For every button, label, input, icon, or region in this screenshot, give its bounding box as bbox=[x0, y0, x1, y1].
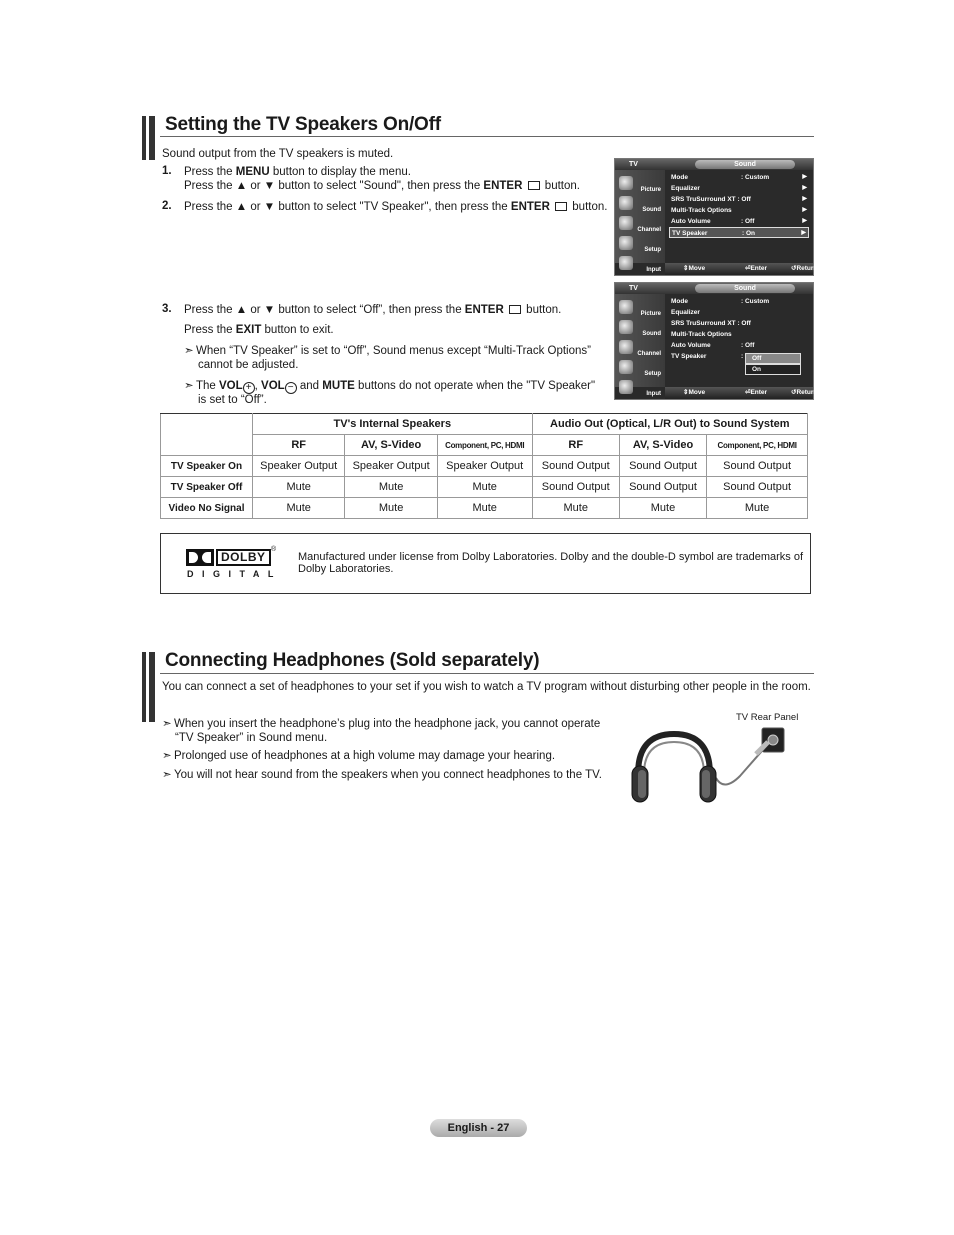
text: Enter bbox=[750, 389, 768, 396]
menu-sidebar bbox=[615, 170, 665, 273]
step-number: 1. bbox=[162, 165, 172, 177]
table-cell: Mute bbox=[532, 498, 619, 519]
text: Move bbox=[688, 389, 706, 396]
note-2 bbox=[184, 379, 595, 393]
sidebar-label: Picture bbox=[640, 187, 661, 193]
arrow-right-icon: ▶ bbox=[802, 196, 807, 202]
table-cell: Sound Output bbox=[707, 477, 808, 498]
tv-menu-screen-2 bbox=[614, 282, 818, 400]
menu-row bbox=[669, 340, 809, 351]
table-cell: Mute bbox=[619, 498, 706, 519]
sidebar-item-sound bbox=[617, 194, 663, 214]
table-row bbox=[161, 477, 808, 498]
tv-menu-screen-1 bbox=[614, 158, 818, 276]
sidebar-item-setup bbox=[617, 358, 663, 378]
speaker-output-table bbox=[160, 413, 808, 519]
text: button. bbox=[522, 304, 562, 316]
text: Return bbox=[796, 389, 818, 396]
row-value: : Custom bbox=[741, 174, 770, 181]
column-header: RF bbox=[253, 435, 345, 456]
note-1 bbox=[184, 344, 591, 358]
channel-icon bbox=[619, 216, 633, 230]
sound-icon bbox=[619, 196, 633, 210]
sidebar-item-sound bbox=[617, 318, 663, 338]
text: Press the bbox=[184, 324, 236, 336]
row-key: Equalizer bbox=[671, 185, 700, 192]
mute-key-label: MUTE bbox=[322, 380, 355, 392]
section-title-headphones: Connecting Headphones (Sold separately) bbox=[165, 650, 540, 671]
table-cell: Sound Output bbox=[619, 456, 706, 477]
table-cell: Mute bbox=[345, 498, 437, 519]
registered-mark: ® bbox=[271, 546, 277, 553]
input-icon bbox=[619, 256, 633, 270]
menu-row bbox=[669, 329, 809, 340]
sidebar-label: Sound bbox=[642, 207, 661, 213]
table-cell: Mute bbox=[345, 477, 437, 498]
text: button to display the menu. bbox=[269, 166, 411, 178]
input-icon bbox=[619, 380, 633, 394]
note-arrow-icon: ➣ bbox=[162, 750, 172, 762]
sidebar-label: Input bbox=[646, 267, 661, 273]
headphone-intro: You can connect a set of headphones to your set if you wish to watch a TV program without disturbing other people in the room. bbox=[162, 681, 811, 693]
table-cell: Speaker Output bbox=[345, 456, 437, 477]
arrow-right-icon: ▶ bbox=[801, 230, 806, 236]
group-header-audio-out: Audio Out (Optical, L/R Out) to Sound System bbox=[532, 414, 807, 435]
sidebar-item-channel bbox=[617, 214, 663, 234]
menu-key-label: MENU bbox=[235, 166, 270, 178]
sidebar-label: Sound bbox=[642, 331, 661, 337]
table-cell: Sound Output bbox=[532, 456, 619, 477]
row-key: Multi-Track Options bbox=[671, 331, 732, 338]
text: When “TV Speaker” is set to “Off”, Sound menus except “Multi-Track Options” bbox=[196, 345, 591, 357]
menu-list bbox=[669, 172, 809, 238]
enter-icon bbox=[528, 181, 540, 190]
row-key: Auto Volume bbox=[671, 342, 711, 349]
exit-key-label: EXIT bbox=[235, 324, 262, 336]
arrow-right-icon: ▶ bbox=[802, 174, 807, 180]
row-value: : Off bbox=[741, 218, 755, 225]
text: Enter bbox=[750, 265, 768, 272]
menu-row bbox=[669, 172, 809, 183]
dolby-notice-box bbox=[160, 533, 811, 594]
move-hint: ⇕ Move bbox=[683, 387, 688, 399]
note-2-cont: is set to “Off”. bbox=[198, 394, 267, 406]
menu-row bbox=[669, 318, 809, 329]
channel-icon bbox=[619, 340, 633, 354]
headphone-note-2 bbox=[162, 749, 555, 763]
section-marker-bar bbox=[149, 116, 155, 160]
double-d-icon bbox=[186, 549, 214, 566]
note-arrow-icon: ➣ bbox=[162, 718, 172, 730]
section-marker-bar bbox=[142, 116, 146, 160]
picture-icon bbox=[619, 300, 633, 314]
row-key: Equalizer bbox=[671, 309, 700, 316]
sidebar-label: Channel bbox=[637, 351, 661, 357]
column-header: AV, S-Video bbox=[619, 435, 706, 456]
row-key: Multi-Track Options bbox=[671, 207, 732, 214]
sidebar-item-channel bbox=[617, 338, 663, 358]
title-rule bbox=[160, 673, 814, 674]
sidebar-label: Channel bbox=[637, 227, 661, 233]
text: Press the ▲ or ▼ button to select "Sound", then press the bbox=[184, 180, 484, 192]
group-header-internal: TV's Internal Speakers bbox=[253, 414, 533, 435]
setup-icon bbox=[619, 360, 633, 374]
menu-sidebar bbox=[615, 294, 665, 397]
table-row bbox=[161, 456, 808, 477]
table-cell: Mute bbox=[253, 477, 345, 498]
text: Press the ▲ or ▼ button to select "TV Speaker", then press the bbox=[184, 201, 511, 213]
row-key: TV Speaker bbox=[672, 230, 708, 237]
text: button. bbox=[541, 180, 580, 192]
exit-text bbox=[184, 323, 334, 337]
sidebar-item-input bbox=[617, 378, 663, 398]
dolby-wordmark: DOLBY bbox=[216, 549, 271, 566]
menu-row bbox=[669, 307, 809, 318]
table-row bbox=[161, 498, 808, 519]
table-cell: Mute bbox=[437, 498, 532, 519]
option-on: On bbox=[745, 364, 801, 375]
sidebar-item-picture bbox=[617, 174, 663, 194]
menu-row bbox=[669, 205, 809, 216]
arrow-right-icon: ▶ bbox=[802, 218, 807, 224]
text: The bbox=[196, 380, 220, 392]
arrow-right-icon: ▶ bbox=[802, 185, 807, 191]
menu-header bbox=[615, 159, 813, 170]
left-earcup-pad bbox=[638, 770, 646, 798]
text: , bbox=[254, 380, 262, 392]
column-header: Component, PC, HDMI bbox=[437, 435, 532, 456]
sidebar-label: Setup bbox=[644, 371, 661, 377]
table-cell: Mute bbox=[437, 477, 532, 498]
menu-row bbox=[669, 194, 809, 205]
table-cell: Speaker Output bbox=[437, 456, 532, 477]
section-marker-bar bbox=[149, 652, 155, 722]
step-number: 3. bbox=[162, 303, 172, 315]
note-arrow-icon: ➣ bbox=[184, 345, 194, 357]
row-key: TV Speaker bbox=[671, 353, 707, 360]
table-cell: Sound Output bbox=[707, 456, 808, 477]
vol-key-label: VOL bbox=[219, 380, 243, 392]
table-cell: Mute bbox=[253, 498, 345, 519]
enter-hint: ⏎ Enter bbox=[745, 387, 750, 399]
text: button. bbox=[569, 201, 608, 213]
note-arrow-icon: ➣ bbox=[162, 769, 172, 781]
row-value: : Off bbox=[741, 342, 755, 349]
setup-icon bbox=[619, 236, 633, 250]
menu-row bbox=[669, 216, 809, 227]
return-hint: ↺ Return bbox=[791, 387, 796, 399]
return-hint: ↺ Return bbox=[791, 263, 796, 275]
sidebar-item-setup bbox=[617, 234, 663, 254]
text: Return bbox=[796, 265, 818, 272]
enter-icon bbox=[555, 202, 567, 211]
sidebar-item-picture bbox=[617, 298, 663, 318]
row-key: Mode bbox=[671, 298, 688, 305]
sidebar-label: Input bbox=[646, 391, 661, 397]
text: buttons do not operate when the "TV Speaker" bbox=[354, 380, 596, 392]
menu-row-selected bbox=[669, 227, 809, 238]
column-header: Component, PC, HDMI bbox=[707, 435, 808, 456]
row-value: : Custom bbox=[741, 298, 770, 305]
enter-key-label: ENTER bbox=[483, 180, 523, 192]
text: When you insert the headphone’s plug into the headphone jack, you cannot operate bbox=[174, 718, 601, 730]
headband-inner bbox=[644, 742, 704, 774]
menu-tab-sound: Sound bbox=[695, 160, 795, 169]
table-cell: Sound Output bbox=[619, 477, 706, 498]
table-corner bbox=[161, 414, 253, 456]
vol-minus-icon: − bbox=[285, 382, 297, 394]
sidebar-item-input bbox=[617, 254, 663, 274]
page-number-badge: English - 27 bbox=[430, 1119, 527, 1137]
text: Press the bbox=[184, 166, 236, 178]
table-cell: Speaker Output bbox=[253, 456, 345, 477]
row-value: : On bbox=[742, 230, 755, 237]
text: button to exit. bbox=[261, 324, 334, 336]
dolby-license-text: Manufactured under license from Dolby Laboratories. Dolby and the double-D symbol are trademarks of Dolby Laboratories. bbox=[298, 551, 804, 575]
right-earcup-pad bbox=[702, 770, 710, 798]
table-header-row bbox=[161, 414, 808, 435]
menu-footer bbox=[665, 387, 818, 399]
enter-key-label: ENTER bbox=[464, 304, 504, 316]
digital-wordmark: DIGITAL bbox=[187, 569, 282, 579]
headphones-illustration bbox=[628, 724, 790, 808]
text: Press the ▲ or ▼ button to select “Off”, then press the bbox=[184, 304, 465, 316]
row-header: TV Speaker On bbox=[161, 456, 253, 477]
text: Move bbox=[688, 265, 706, 272]
column-header: AV, S-Video bbox=[345, 435, 437, 456]
row-header: TV Speaker Off bbox=[161, 477, 253, 498]
section-marker-bar bbox=[142, 652, 146, 722]
tv-rear-panel-label: TV Rear Panel bbox=[736, 712, 799, 723]
step3-text bbox=[184, 303, 561, 317]
dolby-digital-logo bbox=[185, 546, 282, 579]
vol-key-label: VOL bbox=[261, 380, 285, 392]
headphone-note-1 bbox=[162, 717, 600, 731]
text: You will not hear sound from the speakers when you connect headphones to the TV. bbox=[174, 769, 602, 781]
section-title-speakers: Setting the TV Speakers On/Off bbox=[165, 114, 441, 135]
row-key: SRS TruSurround XT : Off bbox=[671, 196, 751, 203]
headphone-note-1-cont: “TV Speaker” in Sound menu. bbox=[175, 732, 328, 744]
arrow-right-icon: ▶ bbox=[802, 207, 807, 213]
table-cell: Mute bbox=[707, 498, 808, 519]
row-key: Mode bbox=[671, 174, 688, 181]
row-value: : bbox=[741, 353, 744, 360]
enter-key-label: ENTER bbox=[510, 201, 550, 213]
menu-tab-sound: Sound bbox=[695, 284, 795, 293]
move-hint: ⇕ Move bbox=[683, 263, 688, 275]
vol-plus-icon: + bbox=[243, 382, 255, 394]
row-header: Video No Signal bbox=[161, 498, 253, 519]
jack-socket bbox=[768, 735, 778, 745]
enter-hint: ⏎ Enter bbox=[745, 263, 750, 275]
step1-line-a bbox=[184, 165, 411, 179]
sidebar-label: Picture bbox=[640, 311, 661, 317]
step2-text bbox=[184, 200, 607, 214]
row-key: Auto Volume bbox=[671, 218, 711, 225]
step1-line-b bbox=[184, 179, 580, 193]
column-header: RF bbox=[532, 435, 619, 456]
note-1-cont: cannot be adjusted. bbox=[198, 359, 299, 371]
row-key: SRS TruSurround XT : Off bbox=[671, 320, 751, 327]
menu-source-label: TV bbox=[629, 285, 638, 292]
table-cell: Sound Output bbox=[532, 477, 619, 498]
menu-footer bbox=[665, 263, 818, 275]
picture-icon bbox=[619, 176, 633, 190]
table-subheader-row bbox=[161, 435, 808, 456]
title-rule bbox=[160, 136, 814, 137]
enter-icon bbox=[509, 305, 521, 314]
option-off: Off bbox=[745, 353, 801, 364]
speaker-option-dropdown bbox=[745, 353, 801, 375]
text: and bbox=[296, 380, 323, 392]
headphone-note-3 bbox=[162, 768, 602, 782]
text: Prolonged use of headphones at a high volume may damage your hearing. bbox=[174, 750, 556, 762]
step-number: 2. bbox=[162, 200, 172, 212]
menu-row bbox=[669, 296, 809, 307]
note-arrow-icon: ➣ bbox=[184, 380, 194, 392]
intro-text: Sound output from the TV speakers is muted. bbox=[162, 148, 394, 160]
menu-source-label: TV bbox=[629, 161, 638, 168]
sound-icon bbox=[619, 320, 633, 334]
sidebar-label: Setup bbox=[644, 247, 661, 253]
menu-row bbox=[669, 183, 809, 194]
menu-header bbox=[615, 283, 813, 294]
